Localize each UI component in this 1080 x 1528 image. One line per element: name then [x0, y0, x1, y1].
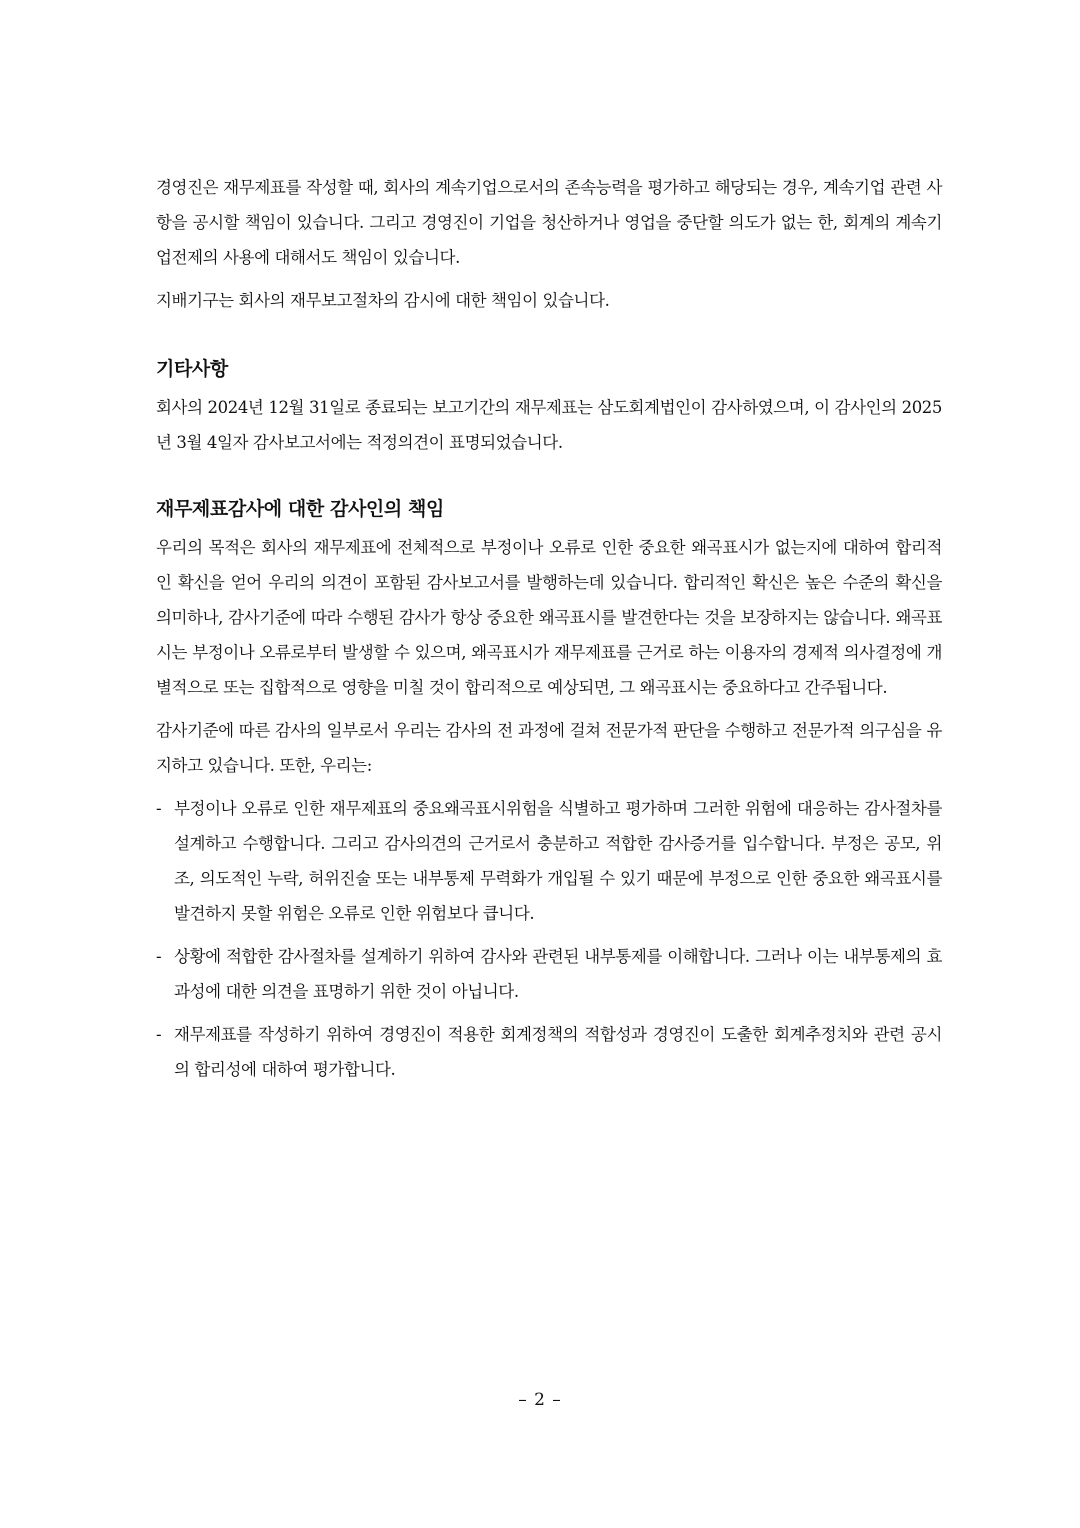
document-body: [156, 170, 942, 1095]
audit-objective-paragraph: 우리의 목적은 회사의 재무제표에 전체적으로 부정이나 오류로 인한 중요한 왜곡표시가 없는지에 대하여 합리적인 확신을 얻어 우리의 의견이 포함된 감사보고서를 발행하는데 있습니다. 합리적인 확신은 높은 수준의 확신을 의미하나, 감사기준에 따라 수행된 감사가 항상 중요한 왜곡표시를 발견한다는 것을 보장하지는 않습니다. 왜곡표시는 부정이나 오류로부터 발생할 수 있으며, 왜곡표시가 재무제표를 근거로 하는 이용자의 경제적 의사결정에 개별적으로 또는 집합적으로 영향을 미칠 것이 합리적으로 예상되면, 그 왜곡표시는 중요하다고 간주됩니다.: [156, 538, 942, 697]
governance-responsibility-paragraph: 지배기구는 회사의 재무보고절차의 감시에 대한 책임이 있습니다.: [156, 291, 610, 310]
management-responsibility-paragraph: 경영진은 재무제표를 작성할 때, 회사의 계속기업으로서의 존속능력을 평가하고 해당되는 경우, 계속기업 관련 사항을 공시할 책임이 있습니다. 그리고 경영진이 기업을 청산하거나 영업을 중단할 의도가 없는 한, 회계의 계속기업전제의 사용에 대해서도 책임이 있습니다.: [156, 178, 942, 267]
professional-judgment-paragraph: 감사기준에 따른 감사의 일부로서 우리는 감사의 전 과정에 걸쳐 전문가적 판단을 수행하고 전문가적 의구심을 유지하고 있습니다. 또한, 우리는:: [156, 721, 942, 775]
list-item-text: 부정이나 오류로 인한 재무제표의 중요왜곡표시위험을 식별하고 평가하며 그러한 위험에 대응하는 감사절차를 설계하고 수행합니다. 그리고 감사의견의 근거로서 충분하고 적합한 감사증거를 입수합니다. 부정은 공모, 위조, 의도적인 누락, 허위진술 또는 내부통제 무력화가 개입될 수 있기 때문에 부정으로 인한 중요한 왜곡표시를 발견하지 못할 위험은 오류로 인한 위험보다 큽니다.: [174, 799, 942, 923]
list-item: [156, 939, 942, 1009]
other-matters-heading: 기타사항: [156, 358, 228, 380]
bullet-dash: -: [156, 799, 162, 818]
list-item-text: 재무제표를 작성하기 위하여 경영진이 적용한 회계정책의 적합성과 경영진이 도출한 회계추정치와 관련 공시의 합리성에 대하여 평가합니다.: [174, 1025, 942, 1079]
audit-procedures-list: [156, 791, 942, 1087]
bullet-dash: -: [156, 1025, 162, 1044]
page-number: – 2 –: [518, 1390, 562, 1410]
bullet-dash: -: [156, 947, 162, 966]
list-item: [156, 1017, 942, 1087]
other-matters-paragraph: 회사의 2024년 12월 31일로 종료되는 보고기간의 재무제표는 삼도회계법인이 감사하였으며, 이 감사인의 2025년 3월 4일자 감사보고서에는 적정의견이 표명되었습니다.: [156, 398, 942, 452]
auditor-responsibility-heading: 재무제표감사에 대한 감사인의 책임: [156, 498, 444, 520]
list-item-text: 상황에 적합한 감사절차를 설계하기 위하여 감사와 관련된 내부통제를 이해합니다. 그러나 이는 내부통제의 효과성에 대한 의견을 표명하기 위한 것이 아닙니다.: [174, 947, 942, 1001]
list-item: [156, 791, 942, 931]
